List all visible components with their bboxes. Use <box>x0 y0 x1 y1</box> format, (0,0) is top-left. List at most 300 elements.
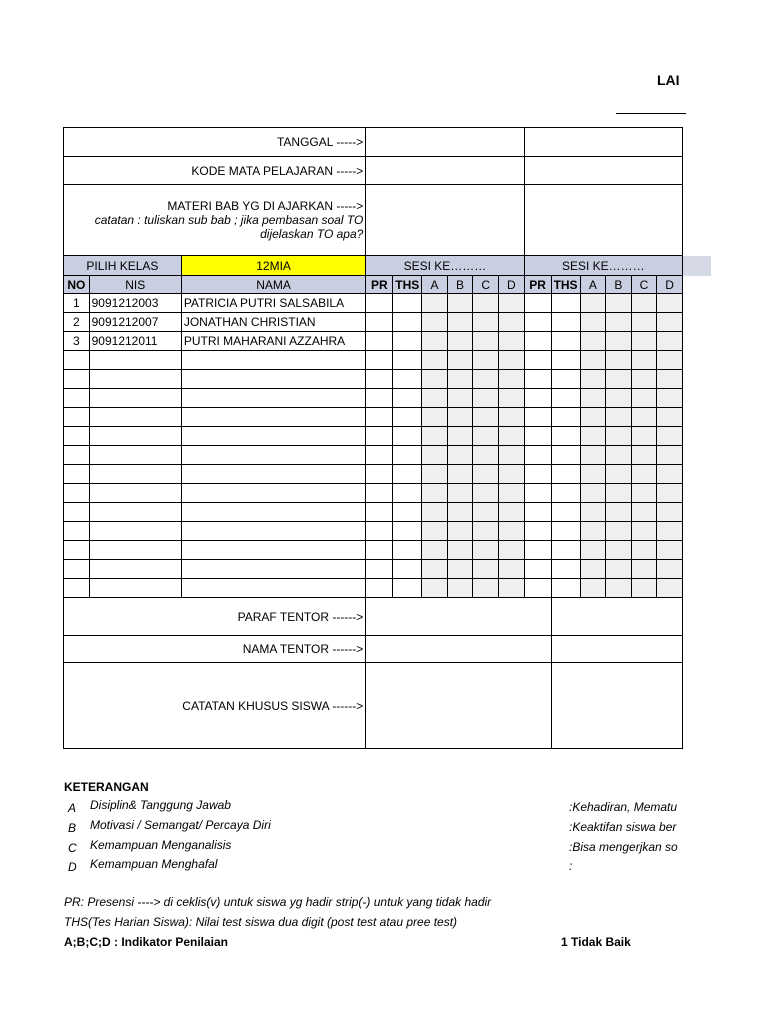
sesi-1-header: SESI KE……… <box>366 256 524 276</box>
cell-pr-sesi2[interactable] <box>524 579 551 598</box>
cell-d-sesi1[interactable] <box>498 332 524 351</box>
cell-ths-sesi2[interactable] <box>551 522 580 541</box>
cell-ths-sesi1[interactable] <box>393 313 422 332</box>
cell-d-sesi1[interactable] <box>498 351 524 370</box>
cell-a-sesi2[interactable] <box>580 313 606 332</box>
keterangan-description: :Kehadiran, Mematu <box>569 800 678 814</box>
cell-b-sesi1[interactable] <box>447 332 473 351</box>
cell-a-sesi1[interactable] <box>422 484 448 503</box>
cell-d-sesi2[interactable] <box>657 313 683 332</box>
nama-tentor-cell-1[interactable] <box>366 636 551 663</box>
cell-b-sesi2[interactable] <box>606 332 632 351</box>
cell-ths-sesi1[interactable] <box>393 522 422 541</box>
cell-d-sesi1[interactable] <box>498 541 524 560</box>
cell-a-sesi1[interactable] <box>422 579 448 598</box>
row-nama <box>181 427 366 446</box>
table-row <box>64 522 683 541</box>
cell-pr-sesi2[interactable] <box>524 408 551 427</box>
tanggal-cell-2[interactable] <box>524 128 682 157</box>
cell-ths-sesi1[interactable] <box>393 503 422 522</box>
cell-d-sesi2[interactable] <box>657 446 683 465</box>
cell-c-sesi1[interactable] <box>473 313 499 332</box>
cell-d-sesi2[interactable] <box>657 351 683 370</box>
cell-pr-sesi2[interactable] <box>524 351 551 370</box>
row-nis <box>89 427 181 446</box>
tanggal-row <box>64 128 683 157</box>
row-nis: 9091212003 <box>89 294 181 313</box>
cell-pr-sesi1[interactable] <box>366 294 393 313</box>
cell-a-sesi2[interactable] <box>580 427 606 446</box>
table-row <box>64 560 683 579</box>
keterangan-description: : <box>569 859 573 873</box>
cell-pr-sesi1[interactable] <box>366 408 393 427</box>
cell-c-sesi2[interactable] <box>631 294 657 313</box>
cell-c-sesi1[interactable] <box>473 484 499 503</box>
cell-ths-sesi1[interactable] <box>393 370 422 389</box>
cell-ths-sesi2[interactable] <box>551 351 580 370</box>
cell-d-sesi1[interactable] <box>498 522 524 541</box>
paraf-cell-2[interactable] <box>551 598 682 636</box>
column-header-row <box>64 276 683 294</box>
paraf-cell-1[interactable] <box>366 598 551 636</box>
col-no: NO <box>64 276 90 294</box>
cell-c-sesi1[interactable] <box>473 560 499 579</box>
cell-pr-sesi1[interactable] <box>366 351 393 370</box>
cell-ths-sesi1[interactable] <box>393 541 422 560</box>
col-ths-1: THS <box>393 276 422 294</box>
keterangan-section <box>64 780 764 874</box>
keterangan-description: :Bisa mengerjkan so <box>569 840 678 854</box>
cell-c-sesi1[interactable] <box>473 541 499 560</box>
cell-ths-sesi1[interactable] <box>393 446 422 465</box>
cell-a-sesi1[interactable] <box>422 560 448 579</box>
cell-pr-sesi1[interactable] <box>366 313 393 332</box>
cell-c-sesi2[interactable] <box>631 465 657 484</box>
cell-d-sesi2[interactable] <box>657 408 683 427</box>
table-row <box>64 484 683 503</box>
cell-c-sesi2[interactable] <box>631 446 657 465</box>
cell-ths-sesi2[interactable] <box>551 332 580 351</box>
row-no: 2 <box>64 313 90 332</box>
cell-b-sesi2[interactable] <box>606 389 632 408</box>
row-no <box>64 560 90 579</box>
cell-ths-sesi1[interactable] <box>393 294 422 313</box>
row-no <box>64 446 90 465</box>
row-nis <box>89 446 181 465</box>
cell-b-sesi2[interactable] <box>606 484 632 503</box>
cell-pr-sesi1[interactable] <box>366 332 393 351</box>
row-nis: 9091212011 <box>89 332 181 351</box>
nama-tentor-cell-2[interactable] <box>551 636 682 663</box>
cell-c-sesi1[interactable] <box>473 389 499 408</box>
cell-ths-sesi2[interactable] <box>551 427 580 446</box>
row-nama: PUTRI MAHARANI AZZAHRA <box>181 332 366 351</box>
cell-b-sesi2[interactable] <box>606 313 632 332</box>
row-nama <box>181 351 366 370</box>
cell-pr-sesi1[interactable] <box>366 560 393 579</box>
cell-b-sesi1[interactable] <box>447 313 473 332</box>
cell-c-sesi1[interactable] <box>473 503 499 522</box>
cell-d-sesi2[interactable] <box>657 503 683 522</box>
skala-note: 1 Tidak Baik <box>561 935 631 949</box>
cell-d-sesi2[interactable] <box>657 579 683 598</box>
materi-cell-2[interactable] <box>524 185 682 256</box>
cell-b-sesi1[interactable] <box>447 579 473 598</box>
row-no <box>64 503 90 522</box>
cell-ths-sesi2[interactable] <box>551 389 580 408</box>
cell-ths-sesi2[interactable] <box>551 579 580 598</box>
title-underline <box>616 113 686 114</box>
row-nama <box>181 522 366 541</box>
cell-a-sesi2[interactable] <box>580 351 606 370</box>
cell-ths-sesi1[interactable] <box>393 389 422 408</box>
materi-cell-1[interactable] <box>366 185 524 256</box>
cell-d-sesi1[interactable] <box>498 560 524 579</box>
cell-ths-sesi2[interactable] <box>551 541 580 560</box>
cell-a-sesi2[interactable] <box>580 389 606 408</box>
cell-d-sesi1[interactable] <box>498 465 524 484</box>
cell-b-sesi2[interactable] <box>606 370 632 389</box>
cell-d-sesi2[interactable] <box>657 541 683 560</box>
table-row <box>64 370 683 389</box>
col-c-1: C <box>473 276 499 294</box>
cell-ths-sesi1[interactable] <box>393 560 422 579</box>
cell-ths-sesi2[interactable] <box>551 313 580 332</box>
cell-c-sesi1[interactable] <box>473 294 499 313</box>
cell-b-sesi1[interactable] <box>447 465 473 484</box>
row-nama <box>181 541 366 560</box>
cell-b-sesi1[interactable] <box>447 408 473 427</box>
cell-a-sesi2[interactable] <box>580 579 606 598</box>
cell-a-sesi2[interactable] <box>580 370 606 389</box>
row-no <box>64 351 90 370</box>
col-a-1: A <box>422 276 448 294</box>
cell-c-sesi1[interactable] <box>473 370 499 389</box>
cell-pr-sesi1[interactable] <box>366 503 393 522</box>
cell-a-sesi1[interactable] <box>422 427 448 446</box>
nama-tentor-label: NAMA TENTOR ------> <box>64 636 366 663</box>
cell-c-sesi2[interactable] <box>631 351 657 370</box>
cell-c-sesi1[interactable] <box>473 446 499 465</box>
row-nis <box>89 541 181 560</box>
cell-pr-sesi1[interactable] <box>366 579 393 598</box>
cell-c-sesi1[interactable] <box>473 427 499 446</box>
cell-c-sesi1[interactable] <box>473 408 499 427</box>
cell-b-sesi1[interactable] <box>447 522 473 541</box>
attendance-sheet <box>63 127 683 759</box>
report-title: LAI <box>657 72 680 88</box>
kode-cell-1[interactable] <box>366 157 524 185</box>
cell-d-sesi1[interactable] <box>498 503 524 522</box>
col-c-2: C <box>631 276 657 294</box>
cell-a-sesi1[interactable] <box>422 465 448 484</box>
cell-pr-sesi2[interactable] <box>524 370 551 389</box>
cell-ths-sesi2[interactable] <box>551 560 580 579</box>
cell-b-sesi1[interactable] <box>447 503 473 522</box>
cell-a-sesi2[interactable] <box>580 503 606 522</box>
cell-pr-sesi1[interactable] <box>366 370 393 389</box>
table-row <box>64 408 683 427</box>
row-no <box>64 465 90 484</box>
cell-b-sesi1[interactable] <box>447 560 473 579</box>
row-no: 1 <box>64 294 90 313</box>
cell-a-sesi2[interactable] <box>580 560 606 579</box>
cell-pr-sesi1[interactable] <box>366 446 393 465</box>
cell-b-sesi2[interactable] <box>606 294 632 313</box>
cell-a-sesi1[interactable] <box>422 408 448 427</box>
table-row <box>64 427 683 446</box>
table-row <box>64 503 683 522</box>
row-nama: PATRICIA PUTRI SALSABILA <box>181 294 366 313</box>
cell-b-sesi1[interactable] <box>447 484 473 503</box>
col-pr-1: PR <box>366 276 393 294</box>
cell-b-sesi2[interactable] <box>606 408 632 427</box>
cell-c-sesi1[interactable] <box>473 579 499 598</box>
cell-b-sesi2[interactable] <box>606 465 632 484</box>
kode-row <box>64 157 683 185</box>
cell-d-sesi2[interactable] <box>657 427 683 446</box>
cell-pr-sesi2[interactable] <box>524 465 551 484</box>
cell-a-sesi1[interactable] <box>422 446 448 465</box>
keterangan-text: Motivasi / Semangat/ Percaya Diri <box>90 818 271 832</box>
cell-d-sesi1[interactable] <box>498 484 524 503</box>
cell-a-sesi2[interactable] <box>580 465 606 484</box>
kelas-select[interactable]: 12MIA <box>181 256 366 276</box>
cell-b-sesi1[interactable] <box>447 351 473 370</box>
cell-pr-sesi1[interactable] <box>366 465 393 484</box>
cell-b-sesi2[interactable] <box>606 560 632 579</box>
cell-d-sesi2[interactable] <box>657 294 683 313</box>
cell-d-sesi2[interactable] <box>657 370 683 389</box>
table-row <box>64 389 683 408</box>
cell-c-sesi1[interactable] <box>473 465 499 484</box>
pr-note: PR: Presensi ----> di ceklis(v) untuk siswa yg hadir strip(-) untuk yang tidak hadir <box>64 895 492 909</box>
cell-b-sesi2[interactable] <box>606 503 632 522</box>
cell-c-sesi2[interactable] <box>631 370 657 389</box>
cell-pr-sesi2[interactable] <box>524 313 551 332</box>
cell-b-sesi1[interactable] <box>447 427 473 446</box>
cell-b-sesi2[interactable] <box>606 522 632 541</box>
cell-d-sesi1[interactable] <box>498 408 524 427</box>
row-nama <box>181 484 366 503</box>
keterangan-text: Kemampuan Menganalisis <box>90 838 232 852</box>
catatan-row <box>64 663 683 749</box>
cell-c-sesi2[interactable] <box>631 427 657 446</box>
row-nis <box>89 465 181 484</box>
row-nis <box>89 522 181 541</box>
header-band-overflow <box>683 256 711 276</box>
catatan-cell-2[interactable] <box>551 663 682 749</box>
cell-c-sesi2[interactable] <box>631 560 657 579</box>
cell-pr-sesi1[interactable] <box>366 541 393 560</box>
cell-a-sesi1[interactable] <box>422 522 448 541</box>
cell-c-sesi1[interactable] <box>473 351 499 370</box>
cell-b-sesi2[interactable] <box>606 427 632 446</box>
cell-ths-sesi2[interactable] <box>551 465 580 484</box>
pilih-kelas-label: PILIH KELAS <box>64 256 182 276</box>
cell-ths-sesi2[interactable] <box>551 370 580 389</box>
cell-c-sesi1[interactable] <box>473 332 499 351</box>
cell-ths-sesi1[interactable] <box>393 408 422 427</box>
cell-c-sesi2[interactable] <box>631 313 657 332</box>
cell-c-sesi2[interactable] <box>631 389 657 408</box>
cell-ths-sesi1[interactable] <box>393 332 422 351</box>
cell-b-sesi2[interactable] <box>606 446 632 465</box>
col-nis: NIS <box>89 276 181 294</box>
cell-ths-sesi1[interactable] <box>393 351 422 370</box>
cell-b-sesi1[interactable] <box>447 541 473 560</box>
cell-b-sesi2[interactable] <box>606 541 632 560</box>
cell-pr-sesi2[interactable] <box>524 522 551 541</box>
student-rows <box>64 294 683 598</box>
table-row <box>64 541 683 560</box>
row-nis <box>89 484 181 503</box>
table-row <box>64 313 683 332</box>
materi-note-line1: catatan : tuliskan sub bab ; jika pembasan soal TO <box>94 213 364 227</box>
cell-a-sesi1[interactable] <box>422 370 448 389</box>
cell-pr-sesi2[interactable] <box>524 503 551 522</box>
cell-c-sesi2[interactable] <box>631 332 657 351</box>
cell-d-sesi1[interactable] <box>498 446 524 465</box>
kode-label: KODE MATA PELAJARAN -----> <box>64 157 366 185</box>
cell-d-sesi1[interactable] <box>498 389 524 408</box>
cell-a-sesi1[interactable] <box>422 351 448 370</box>
ths-note: THS(Tes Harian Siswa): Nilai test siswa dua digit (post test atau pree test) <box>64 915 458 929</box>
cell-a-sesi1[interactable] <box>422 541 448 560</box>
cell-pr-sesi2[interactable] <box>524 484 551 503</box>
cell-ths-sesi2[interactable] <box>551 503 580 522</box>
kode-cell-2[interactable] <box>524 157 682 185</box>
cell-ths-sesi1[interactable] <box>393 579 422 598</box>
row-nama <box>181 446 366 465</box>
cell-a-sesi2[interactable] <box>580 294 606 313</box>
table-row <box>64 446 683 465</box>
keterangan-text: Disiplin& Tanggung Jawab <box>90 798 231 812</box>
row-no <box>64 579 90 598</box>
cell-c-sesi2[interactable] <box>631 522 657 541</box>
cell-a-sesi2[interactable] <box>580 541 606 560</box>
keterangan-title: KETERANGAN <box>64 780 149 794</box>
cell-b-sesi1[interactable] <box>447 389 473 408</box>
col-ths-2: THS <box>551 276 580 294</box>
cell-a-sesi1[interactable] <box>422 503 448 522</box>
cell-c-sesi2[interactable] <box>631 579 657 598</box>
cell-d-sesi1[interactable] <box>498 579 524 598</box>
col-d-1: D <box>498 276 524 294</box>
keterangan-letter: B <box>68 821 77 835</box>
cell-pr-sesi2[interactable] <box>524 541 551 560</box>
paraf-label: PARAF TENTOR ------> <box>64 598 366 636</box>
cell-c-sesi2[interactable] <box>631 503 657 522</box>
catatan-cell-1[interactable] <box>366 663 551 749</box>
row-nama <box>181 370 366 389</box>
cell-pr-sesi2[interactable] <box>524 427 551 446</box>
cell-d-sesi2[interactable] <box>657 560 683 579</box>
cell-c-sesi2[interactable] <box>631 484 657 503</box>
cell-b-sesi1[interactable] <box>447 294 473 313</box>
nama-tentor-row <box>64 636 683 663</box>
cell-pr-sesi1[interactable] <box>366 484 393 503</box>
cell-pr-sesi2[interactable] <box>524 294 551 313</box>
row-no <box>64 389 90 408</box>
cell-a-sesi1[interactable] <box>422 294 448 313</box>
cell-d-sesi2[interactable] <box>657 484 683 503</box>
cell-c-sesi2[interactable] <box>631 408 657 427</box>
cell-d-sesi1[interactable] <box>498 427 524 446</box>
cell-d-sesi2[interactable] <box>657 522 683 541</box>
cell-ths-sesi1[interactable] <box>393 484 422 503</box>
cell-pr-sesi2[interactable] <box>524 560 551 579</box>
cell-a-sesi2[interactable] <box>580 484 606 503</box>
keterangan-letter: A <box>68 801 77 815</box>
cell-a-sesi2[interactable] <box>580 332 606 351</box>
cell-b-sesi1[interactable] <box>447 446 473 465</box>
row-nis: 9091212007 <box>89 313 181 332</box>
cell-pr-sesi1[interactable] <box>366 389 393 408</box>
cell-pr-sesi2[interactable] <box>524 446 551 465</box>
row-nis <box>89 560 181 579</box>
row-nama <box>181 560 366 579</box>
cell-a-sesi1[interactable] <box>422 313 448 332</box>
cell-ths-sesi2[interactable] <box>551 408 580 427</box>
keterangan-letter: D <box>68 860 77 874</box>
cell-a-sesi2[interactable] <box>580 408 606 427</box>
cell-b-sesi2[interactable] <box>606 579 632 598</box>
cell-b-sesi1[interactable] <box>447 370 473 389</box>
cell-ths-sesi1[interactable] <box>393 465 422 484</box>
cell-a-sesi1[interactable] <box>422 332 448 351</box>
cell-pr-sesi1[interactable] <box>366 522 393 541</box>
cell-c-sesi1[interactable] <box>473 522 499 541</box>
row-no <box>64 522 90 541</box>
cell-pr-sesi2[interactable] <box>524 332 551 351</box>
row-no <box>64 370 90 389</box>
cell-ths-sesi2[interactable] <box>551 484 580 503</box>
col-b-1: B <box>447 276 473 294</box>
catatan-label: CATATAN KHUSUS SISWA ------> <box>64 663 366 749</box>
cell-d-sesi1[interactable] <box>498 313 524 332</box>
cell-d-sesi2[interactable] <box>657 465 683 484</box>
materi-label: MATERI BAB YG DI AJARKAN -----> <box>167 199 364 213</box>
sesi-2-header: SESI KE……… <box>524 256 682 276</box>
cell-d-sesi1[interactable] <box>498 294 524 313</box>
col-a-2: A <box>580 276 606 294</box>
row-nama <box>181 408 366 427</box>
row-nama <box>181 503 366 522</box>
cell-ths-sesi1[interactable] <box>393 427 422 446</box>
cell-b-sesi2[interactable] <box>606 351 632 370</box>
cell-a-sesi2[interactable] <box>580 522 606 541</box>
materi-row <box>64 185 683 256</box>
cell-pr-sesi1[interactable] <box>366 427 393 446</box>
col-b-2: B <box>606 276 632 294</box>
cell-d-sesi2[interactable] <box>657 389 683 408</box>
cell-a-sesi2[interactable] <box>580 446 606 465</box>
attendance-table <box>63 127 683 749</box>
cell-pr-sesi2[interactable] <box>524 389 551 408</box>
cell-c-sesi2[interactable] <box>631 541 657 560</box>
cell-ths-sesi2[interactable] <box>551 294 580 313</box>
table-row <box>64 351 683 370</box>
tanggal-label: TANGGAL -----> <box>64 128 366 157</box>
cell-ths-sesi2[interactable] <box>551 446 580 465</box>
cell-d-sesi1[interactable] <box>498 370 524 389</box>
col-d-2: D <box>657 276 683 294</box>
table-row <box>64 465 683 484</box>
cell-d-sesi2[interactable] <box>657 332 683 351</box>
tanggal-cell-1[interactable] <box>366 128 524 157</box>
cell-a-sesi1[interactable] <box>422 389 448 408</box>
